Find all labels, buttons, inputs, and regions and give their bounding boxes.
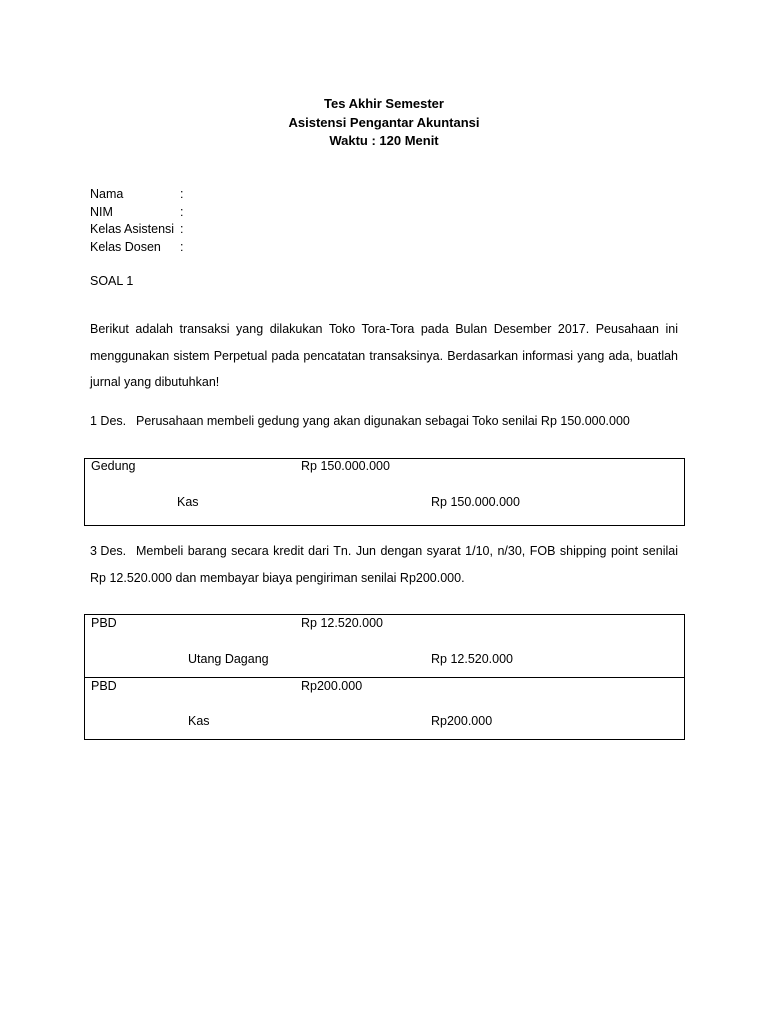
identity-label: Nama: [90, 187, 124, 201]
credit-amount: Rp 12.520.000: [431, 652, 514, 666]
transaction-description: Membeli barang secara kredit dari Tn. Jun dengan syarat 1/10, n/30, FOB shipping point senilai Rp 12.520.000 dan membayar biaya pengiriman senilai Rp200.000.: [90, 544, 678, 585]
credit-account: Kas: [188, 714, 210, 728]
identity-colon: :: [180, 222, 184, 236]
journal-table-2: [84, 614, 685, 740]
question-intro: Berikut adalah transaksi yang dilakukan Toko Tora-Tora pada Bulan Desember 2017. Peusahaan ini menggunakan sistem Perpetual pada pencatatan transaksinya. Berdasarkan informasi yang ada, buatlah jurnal yang dibutuhkan!: [90, 322, 678, 389]
identity-label: NIM: [90, 204, 113, 219]
transaction-description: Perusahaan membeli gedung yang akan digunakan sebagai Toko senilai Rp 150.000.000: [136, 414, 630, 428]
exam-duration: Waktu : 120 Menit: [329, 133, 439, 148]
credit-amount: Rp200.000: [431, 714, 493, 728]
debit-amount: Rp 150.000.000: [301, 459, 390, 473]
identity-colon: :: [180, 204, 184, 219]
credit-amount: Rp 150.000.000: [431, 495, 520, 509]
transaction-2-paragraph: [90, 538, 678, 591]
journal-entry: [85, 677, 684, 739]
journal-entry: [85, 459, 684, 525]
transaction-date: 3 Des.: [90, 544, 127, 558]
identity-block: [90, 186, 190, 256]
transaction-date: 1 Des.: [90, 414, 127, 428]
identity-colon: :: [180, 239, 184, 254]
identity-row-nim: [90, 204, 190, 222]
debit-account: Gedung: [91, 459, 136, 473]
document-header: [0, 95, 768, 151]
question-title: SOAL 1: [90, 274, 134, 288]
identity-label: Kelas Asistensi: [90, 222, 175, 236]
debit-amount: Rp 12.520.000: [301, 616, 384, 630]
exam-title: Tes Akhir Semester: [324, 96, 444, 111]
identity-row-kelas-dosen: [90, 239, 190, 257]
credit-account: Kas: [177, 495, 199, 509]
identity-label: Kelas Dosen: [90, 239, 161, 254]
debit-account: PBD: [91, 616, 117, 630]
identity-colon: :: [180, 187, 184, 201]
course-title: Asistensi Pengantar Akuntansi: [288, 114, 480, 130]
journal-table-1: [84, 458, 685, 526]
identity-row-kelas-asistensi: [90, 221, 190, 239]
identity-row-nama: [90, 186, 190, 204]
debit-amount: Rp200.000: [301, 679, 363, 693]
debit-account: PBD: [91, 679, 117, 693]
credit-account: Utang Dagang: [188, 652, 269, 666]
journal-entry: [85, 615, 684, 677]
transaction-1-line: [90, 414, 630, 428]
